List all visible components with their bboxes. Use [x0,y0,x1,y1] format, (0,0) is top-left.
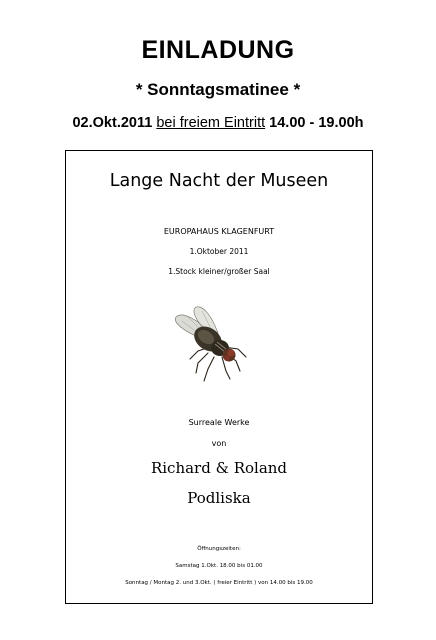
event-date: 02.Okt.2011 [72,115,153,131]
by-text: von [211,439,227,448]
artist-surname: Podliska [187,489,251,507]
opening-hours-heading: Öffnungszeiten: [197,546,241,552]
free-admission-text: bei freiem Eintritt [156,115,266,131]
date-line [0,115,436,131]
fly-icon [168,301,260,383]
matinee-subtitle: * Sonntagsmatinee * [135,80,301,99]
poster-date: 1.Oktober 2011 [189,247,249,256]
room-info: 1.Stock kleiner/großer Saal [168,267,270,276]
works-title: Surreale Werke [188,418,250,427]
event-name: Lange Nacht der Museen [109,171,329,191]
opening-hours-sunday-monday: Sonntag / Montag 2. und 3.Okt. ( freier Eintritt ) von 14.00 bis 19.00 [125,580,313,586]
invitation-title: EINLADUNG [141,36,295,64]
venue-name: EUROPAHAUS KLAGENFURT [163,227,275,236]
poster-frame [65,150,373,604]
opening-hours-saturday: Samstag 1.Okt. 18.00 bis 01.00 [175,563,263,569]
artist-names: Richard & Roland [150,459,288,477]
event-time: 14.00 - 19.00h [269,115,364,131]
